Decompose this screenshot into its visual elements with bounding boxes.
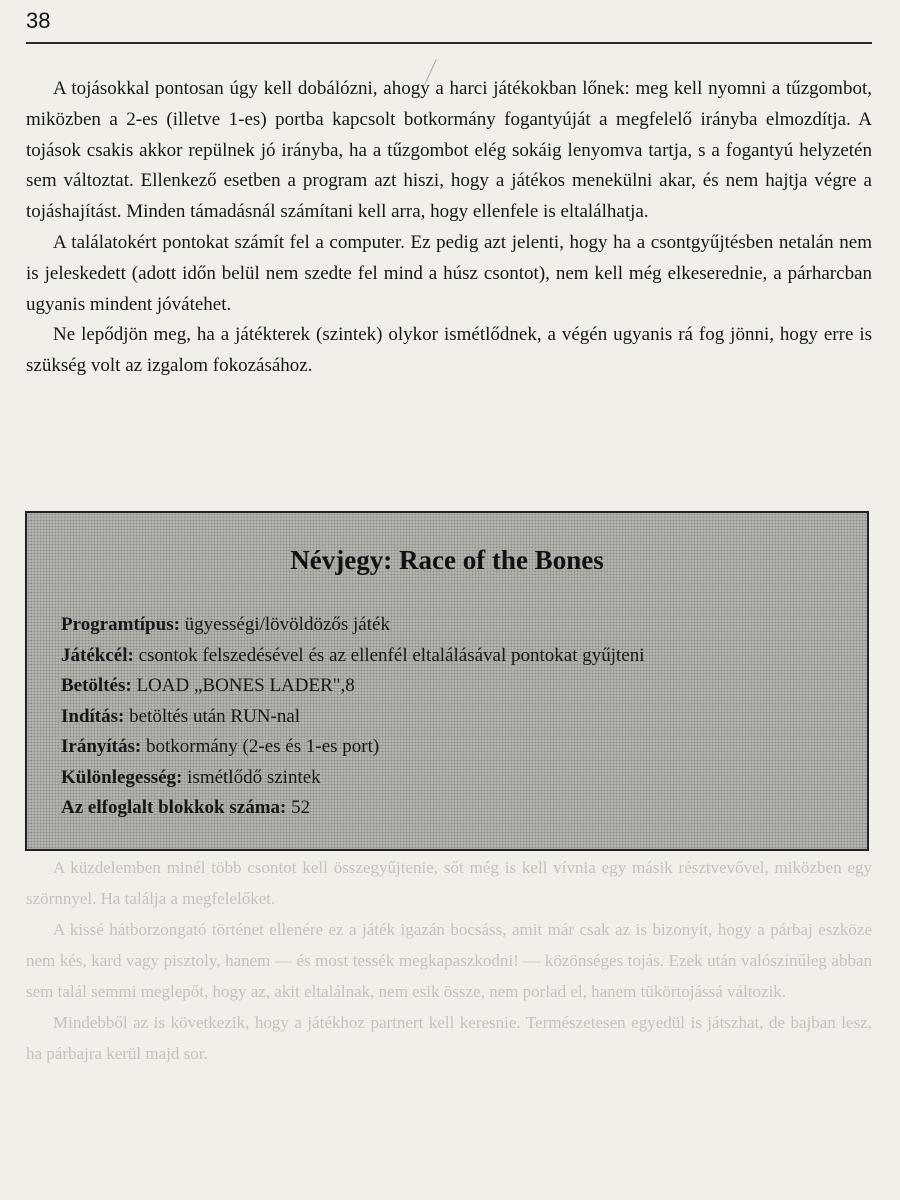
info-row-game-goal	[61, 641, 857, 672]
info-label: Indítás:	[61, 705, 125, 727]
article-body	[26, 74, 872, 382]
info-value: betöltés után RUN-nal	[129, 705, 301, 727]
info-value: ügyességi/lövöldözős játék	[184, 614, 390, 635]
info-label: Irányítás:	[61, 736, 142, 757]
info-row-loading	[61, 671, 857, 702]
bleed-paragraph: A kissé hátborzongató történet ellenére ez a játék igazán bocsáss, amit már csak az is bizonyít, hogy a párbaj eszköze nem kés, kard vagy pisztoly, hanem — és most tessék megkapaszkodni! — közönséges tojás. Ezek után valószínűleg abban sem talál semmi meglepőt, hogy az, akit eltalálnak, nem esik össze, nem porlad el, hanem tükörtojássá változik.	[26, 920, 872, 1001]
bleed-through-text	[26, 852, 872, 1069]
bleed-paragraph: A küzdelemben minél több csontot kell összegyűjtenie, sőt még is kell vívnia egy másik résztvevővel, miközben egy szörnnyel. Ha találja a megfelelőket.	[26, 858, 872, 908]
info-value: csontok felszedésével és az ellenfél eltalálásával pontokat gyűjteni	[138, 644, 645, 666]
info-label: Különlegesség:	[61, 766, 183, 788]
info-box-rows	[61, 610, 857, 824]
header-rule	[26, 42, 872, 44]
bleed-paragraph: Mindebből az is következik, hogy a játékhoz partnert kell keresnie. Természetesen egyedül is játszhat, de bajban lesz, ha párbajra kerül majd sor.	[26, 1013, 872, 1063]
game-info-box	[25, 511, 869, 851]
info-label: Betöltés:	[61, 675, 132, 696]
info-label: Programtípus:	[61, 614, 180, 635]
info-value: 52	[291, 797, 311, 818]
info-value: botkormány (2-es és 1-es port)	[145, 736, 380, 757]
info-row-controls	[61, 732, 857, 763]
paragraph: Ne lepődjön meg, ha a játékterek (szintek) olykor ismétlődnek, a végén ugyanis rá fog jönni, hogy erre is szükség volt az izgalom fokozásához.	[26, 324, 872, 377]
info-row-blocks	[61, 793, 857, 824]
info-label: Játékcél:	[61, 644, 134, 666]
info-label: Az elfoglalt blokkok száma:	[61, 797, 287, 818]
info-row-program-type	[61, 610, 857, 641]
info-row-special	[61, 763, 857, 794]
info-value: ismétlődő szintek	[187, 766, 321, 788]
page-number: 38	[26, 8, 51, 33]
paragraph: A tojásokkal pontosan úgy kell dobálózni, ahogy a harci játékokban lőnek: meg kell nyomni a tűzgombot, miközben a 2-es (illetve 1-es) portba kapcsolt botkormány fogantyúját a megfelelő irányba elmozdítja. A tojások csakis akkor repülnek jó irányba, ha a tűzgombot elég sokáig lenyomva tartja, s a fogantyú helyzetén sem változtat. Ellenkező esetben a program azt hiszi, hogy a játékos menekülni akar, és nem hajtja végre a tojáshajítást. Minden támadásnál számítani kell arra, hogy ellenfele is eltalálhatja.	[26, 78, 872, 223]
paragraph: A találatokért pontokat számít fel a computer. Ez pedig azt jelenti, hogy ha a csontgyűjtésben netalán nem is jeleskedett (adott időn belül nem szedte fel mind a húsz csontot), nem kell még elkeserednie, a párharcban ugyanis mindent jóvátehet.	[26, 231, 872, 315]
info-value: LOAD „BONES LADER",8	[136, 675, 355, 696]
info-box-title: Névjegy: Race of the Bones	[290, 545, 604, 575]
info-row-start	[61, 702, 857, 733]
